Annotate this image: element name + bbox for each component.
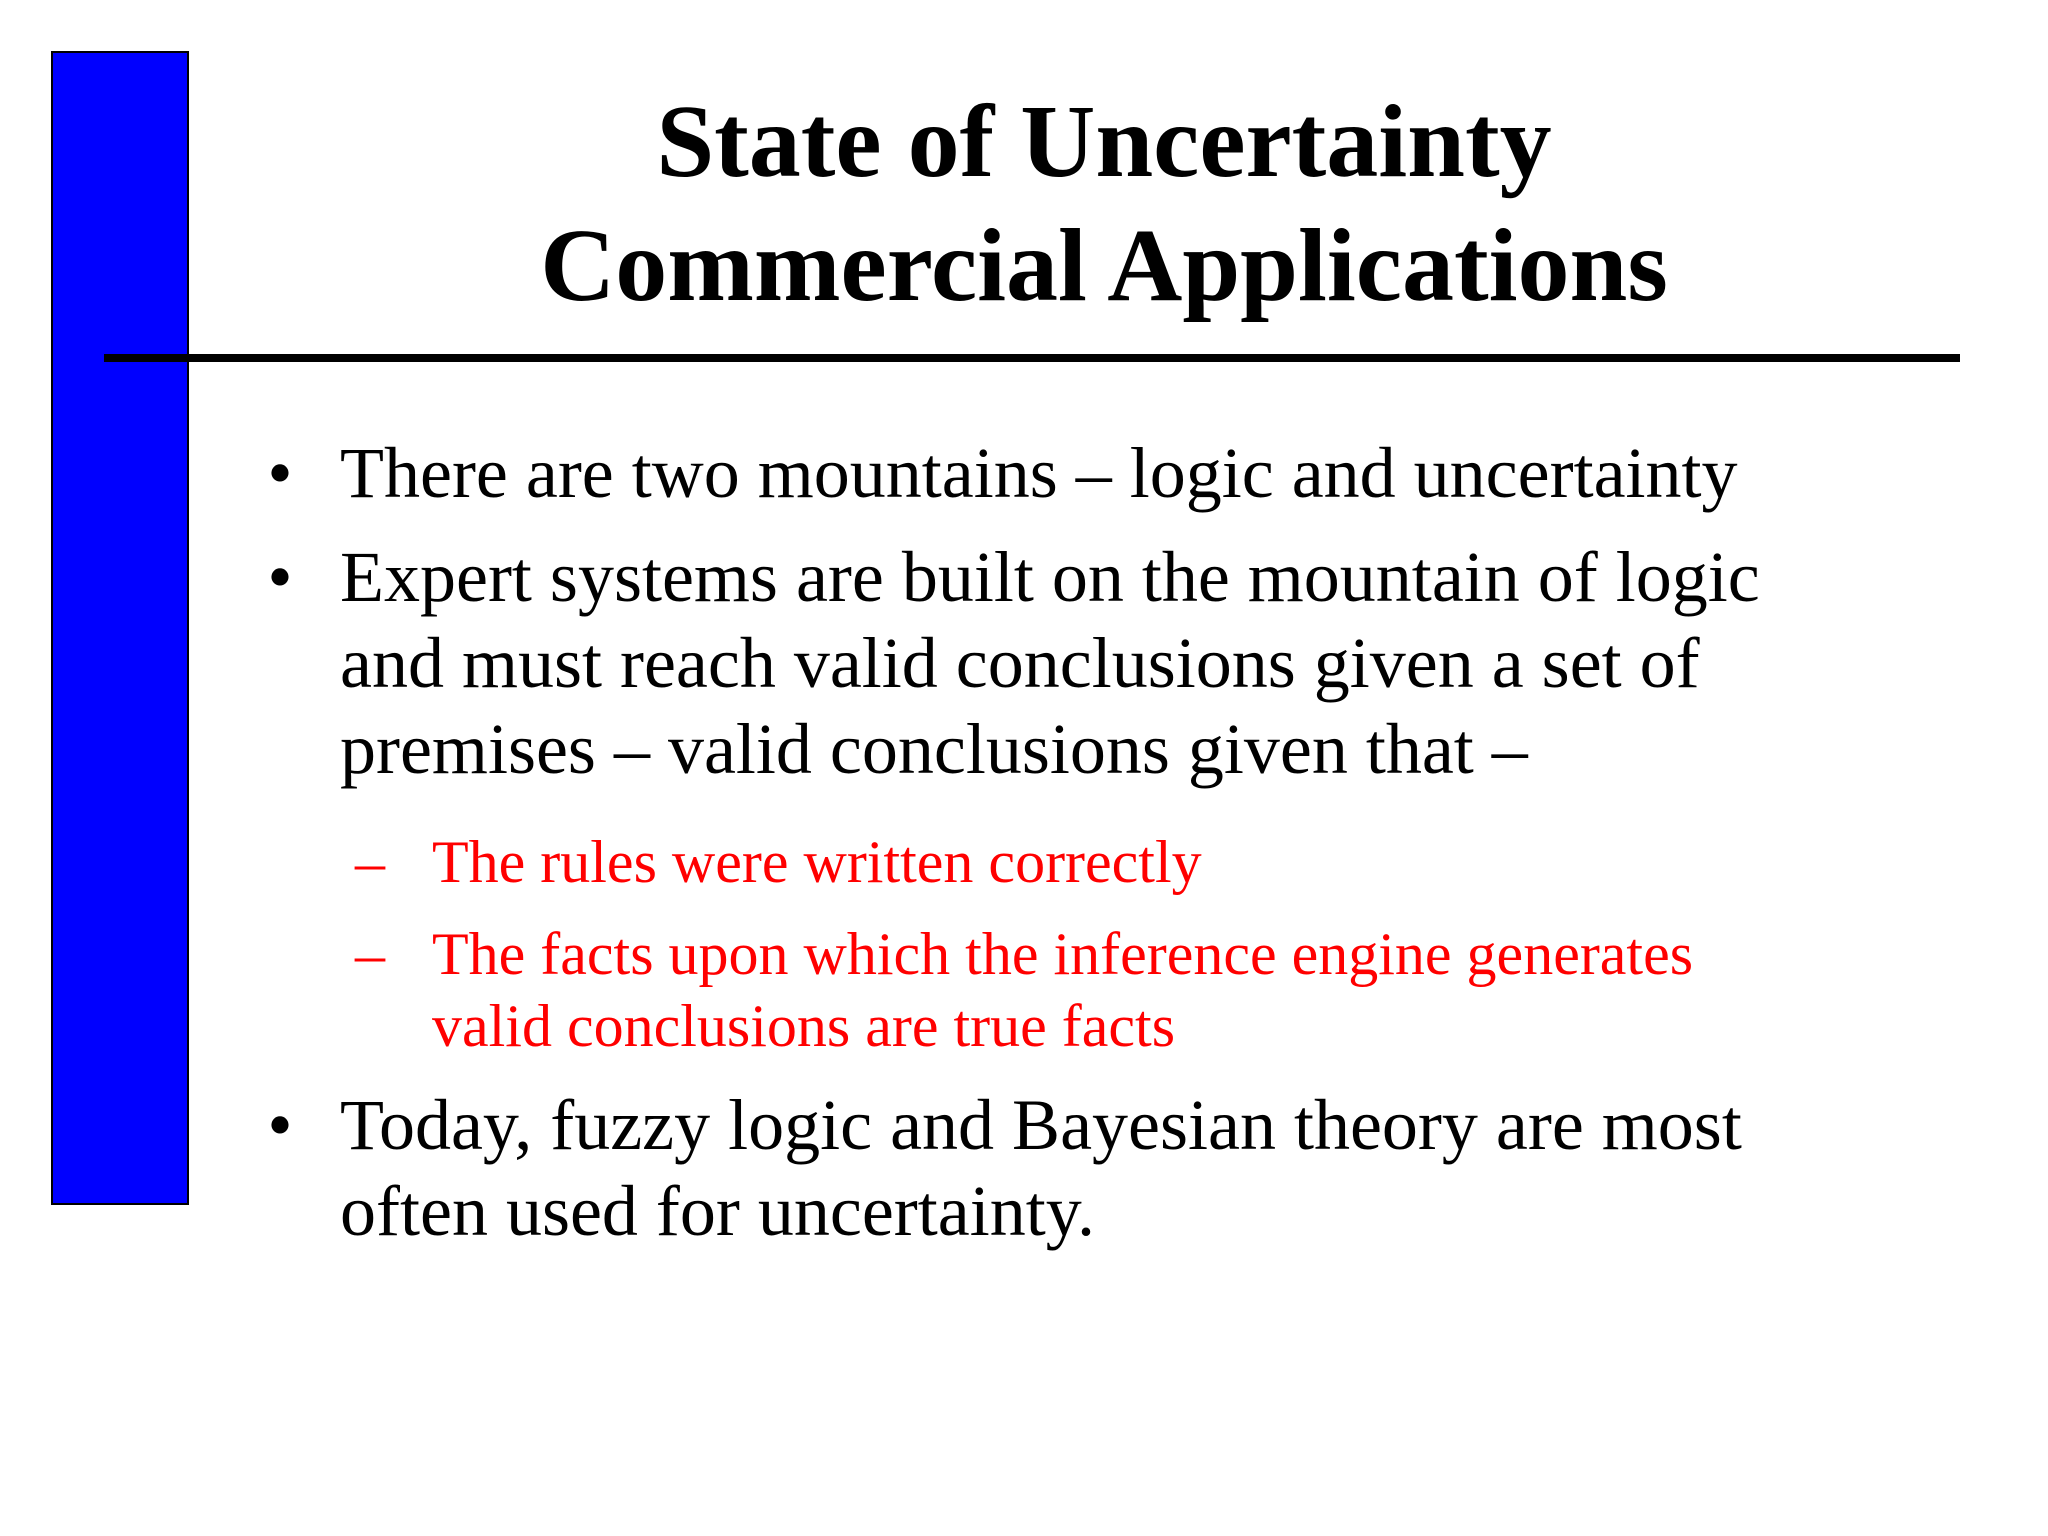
slide-title	[189, 80, 2019, 328]
sub-item-2-line-1: The facts upon which the inference engine generates	[432, 921, 1694, 987]
bullet-2-line-1: Expert systems are built on the mountain of logic	[340, 537, 1760, 617]
bullet-item-1	[255, 430, 1975, 516]
sub-bullet-list	[340, 826, 1975, 1062]
bullet-icon: •	[267, 537, 293, 617]
bullet-3-line-1: Today, fuzzy logic and Bayesian theory are most	[340, 1085, 1742, 1165]
bullet-3-line-2: often used for uncertainty.	[340, 1171, 1096, 1251]
accent-side-bar	[51, 51, 189, 1205]
dash-icon: –	[355, 921, 385, 987]
sub-item-1-line-1: The rules were written correctly	[432, 829, 1202, 895]
sub-item-1	[340, 826, 1975, 898]
bullet-1-line-1: There are two mountains – logic and uncertainty	[340, 433, 1738, 513]
title-divider	[104, 354, 1960, 362]
bullet-list	[255, 430, 1975, 1272]
bullet-item-3	[255, 1082, 1975, 1254]
title-line-2: Commercial Applications	[540, 208, 1668, 323]
title-line-1: State of Uncertainty	[656, 84, 1552, 199]
sub-item-2-line-2: valid conclusions are true facts	[432, 993, 1176, 1059]
bullet-item-2	[255, 534, 1975, 1062]
bullet-2-line-2: and must reach valid conclusions given a set of	[340, 623, 1700, 703]
dash-icon: –	[355, 829, 385, 895]
bullet-icon: •	[267, 1085, 293, 1165]
bullet-icon: •	[267, 433, 293, 513]
sub-item-2	[340, 918, 1975, 1062]
bullet-2-line-3: premises – valid conclusions given that –	[340, 709, 1528, 789]
